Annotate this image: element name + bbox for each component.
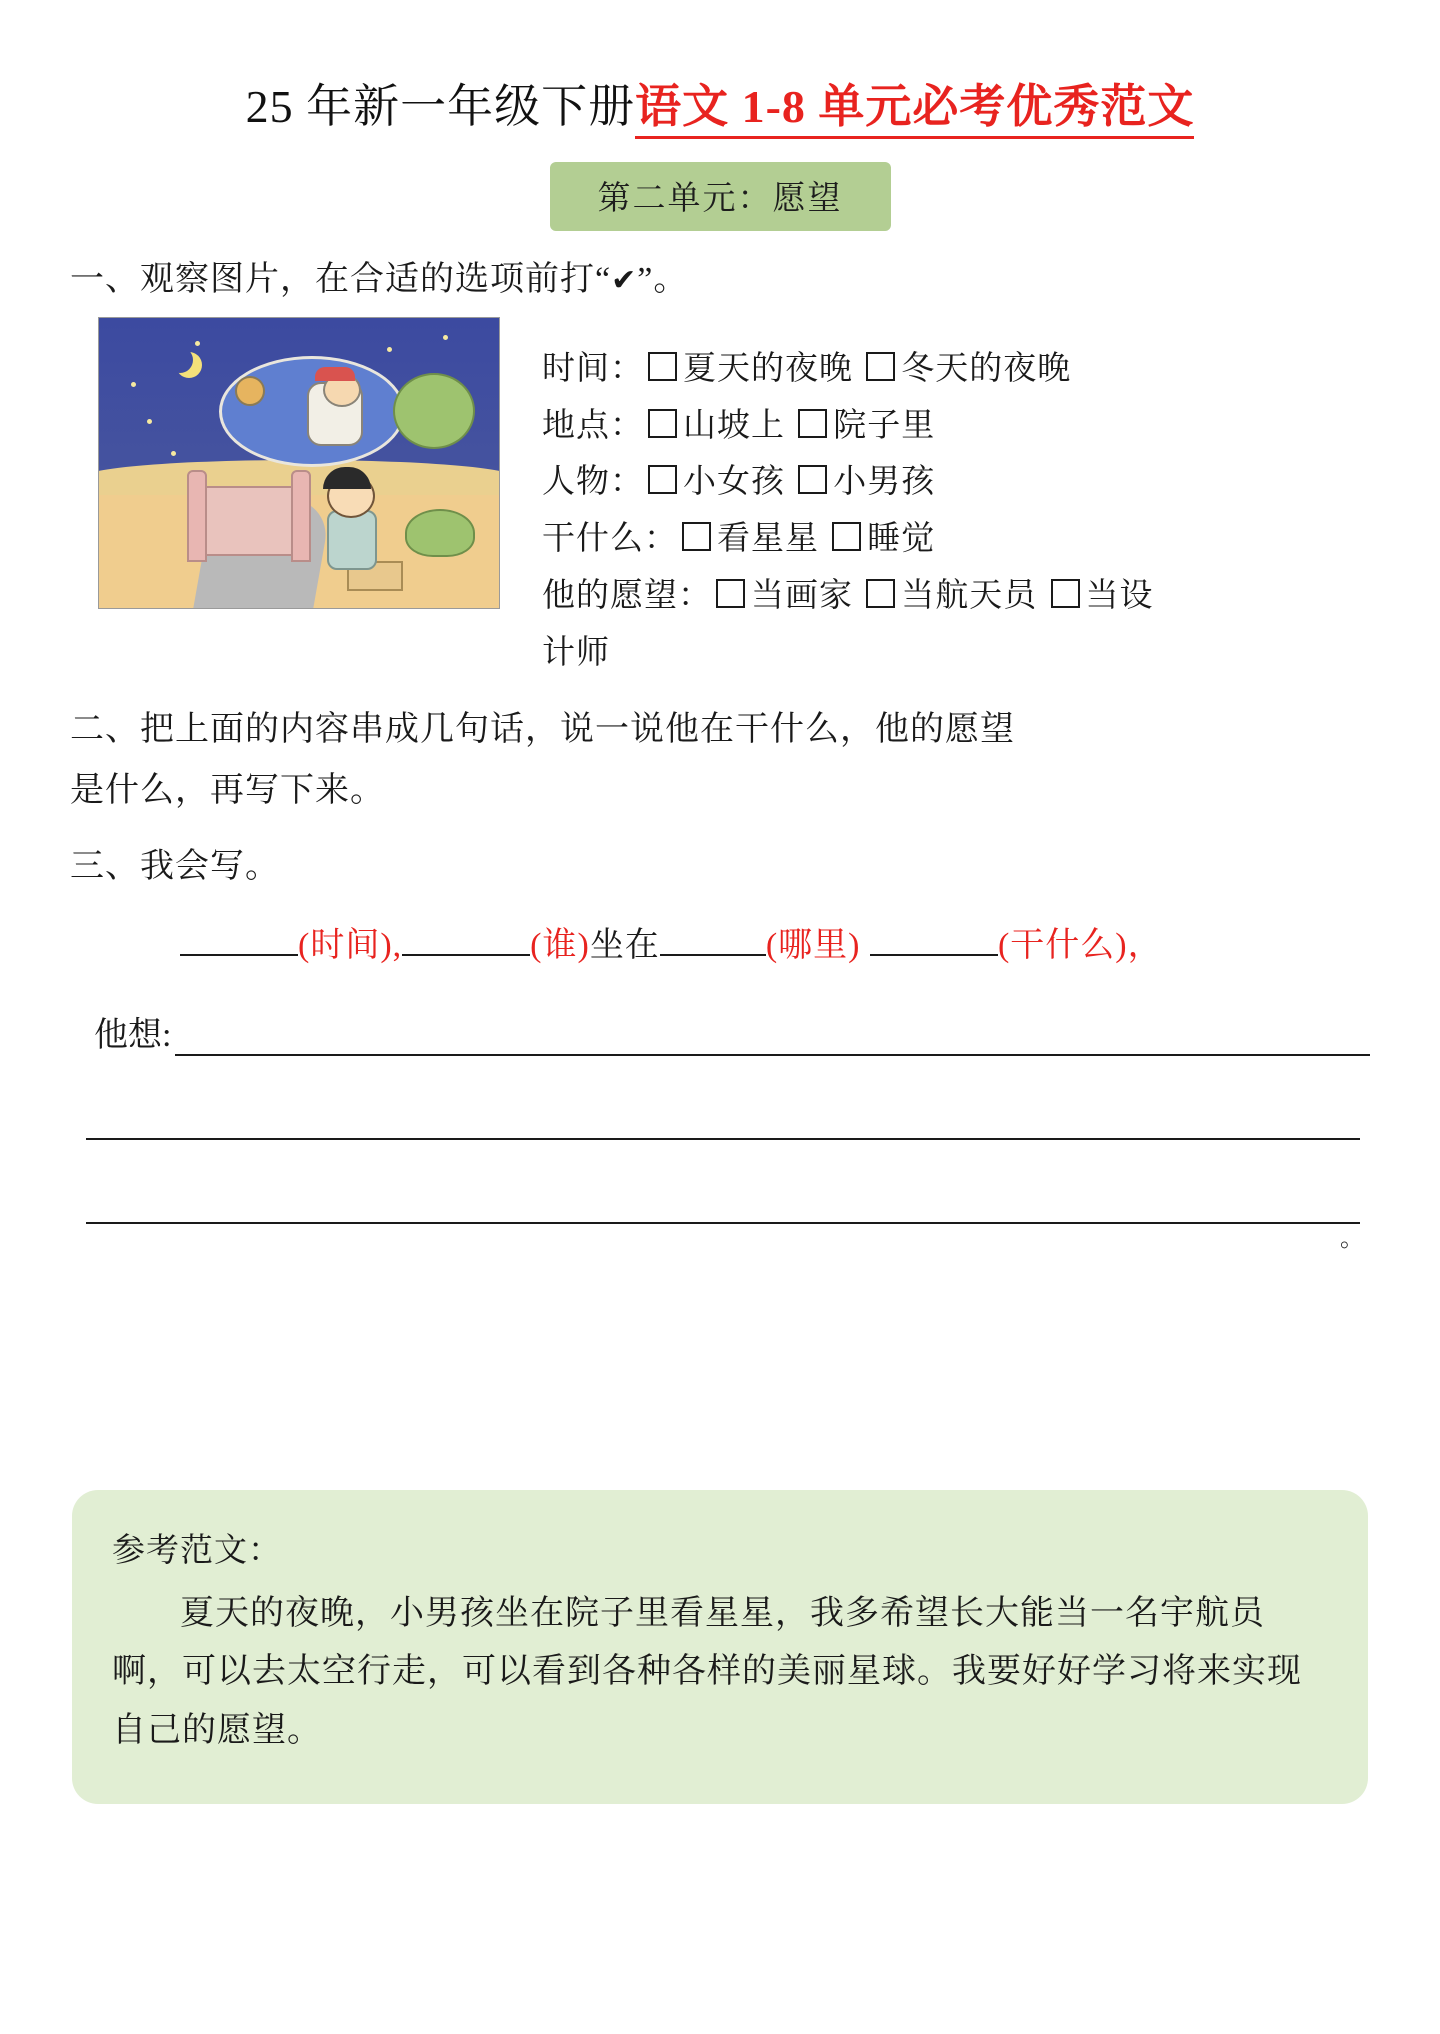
option-choice-wish-astronaut: 当航天员 [901, 577, 1038, 614]
tree-icon [393, 373, 475, 449]
option-row-activity [542, 511, 1154, 568]
hint-who: (谁) [530, 926, 590, 964]
checkbox-wish-astronaut[interactable] [866, 579, 895, 608]
think-line-row [70, 1007, 1370, 1056]
checkbox-wish-designer[interactable] [1051, 579, 1080, 608]
moon-icon [167, 347, 193, 373]
star-icon [131, 382, 136, 387]
title-black-part: 25 年新一年级下册 [245, 81, 636, 132]
astronaut-cap [315, 367, 355, 381]
option-choice-wish-designer-overflow: 计师 [542, 634, 610, 671]
checkbox-person-boy[interactable] [798, 465, 827, 494]
question-1-suffix: 。 [653, 260, 689, 298]
planet-icon [235, 376, 265, 406]
checkbox-person-girl[interactable] [648, 465, 677, 494]
option-label-person: 人物： [542, 464, 644, 501]
checkbox-activity-sleeping[interactable] [832, 522, 861, 551]
option-choice-place-yard: 院子里 [833, 407, 936, 444]
check-mark-icon: ✔ [611, 262, 638, 298]
sample-answer-body: 夏天的夜晚，小男孩坐在院子里看星星，我多希望长大能当一名宇航员啊，可以去太空行走，可以看到各种各样的美丽星球。我要好好学习将来实现自己的愿望。 [112, 1595, 1302, 1749]
think-label: 他想: [94, 1016, 172, 1054]
option-choice-activity-sleeping: 睡觉 [867, 521, 936, 558]
fill-in-sentence [70, 919, 1370, 973]
options-list [542, 317, 1154, 682]
star-icon [387, 347, 392, 352]
fence-post [187, 470, 207, 562]
checkbox-time-summer[interactable] [648, 352, 677, 381]
question-1-heading [70, 253, 1370, 307]
option-choice-time-summer: 夏天的夜晚 [683, 350, 853, 387]
option-row-place [542, 398, 1154, 455]
sample-answer-title: 参考范文： [112, 1533, 282, 1569]
question-1-prefix: 一、观察图片，在合适的选项前打 [70, 260, 595, 298]
hint-what: (干什么)， [997, 926, 1163, 964]
option-choice-activity-stargazing: 看星星 [717, 521, 819, 558]
option-choice-wish-designer: 当设 [1085, 577, 1154, 614]
unit-banner-wrapper [70, 162, 1370, 231]
option-label-activity: 干什么： [542, 521, 678, 558]
hint-where: (哪里) [765, 926, 861, 964]
option-label-time: 时间： [542, 350, 644, 387]
checkbox-activity-stargazing[interactable] [682, 522, 711, 551]
fill-in-mid-text: 坐在 [589, 926, 660, 964]
question-3-heading: 三、我会写。 [70, 848, 280, 886]
picture-and-options [70, 317, 1370, 682]
fence-post [291, 470, 311, 562]
bush-icon [405, 509, 475, 557]
option-choice-person-boy: 小男孩 [833, 464, 936, 501]
option-row-wish-overflow [542, 625, 1154, 682]
checkbox-place-yard[interactable] [798, 409, 827, 438]
sentence-period: 。 [1340, 1225, 1364, 1252]
option-choice-time-winter: 冬天的夜晚 [901, 350, 1072, 387]
checkbox-place-hillside[interactable] [648, 409, 677, 438]
checkbox-wish-painter[interactable] [716, 579, 745, 608]
option-choice-place-hillside: 山坡上 [683, 407, 785, 444]
blank-time[interactable] [180, 926, 298, 956]
option-row-person [542, 454, 1154, 511]
illustration-image [98, 317, 500, 609]
title-red-part: 语文 1-8 单元必考优秀范文 [635, 81, 1194, 139]
option-row-time [542, 341, 1154, 398]
option-label-place: 地点： [542, 407, 644, 444]
hint-time: (时间), [298, 926, 403, 964]
blank-who[interactable] [402, 926, 530, 956]
checkbox-time-winter[interactable] [866, 352, 895, 381]
unit-banner: 第二单元：愿望 [550, 162, 891, 231]
option-choice-person-girl: 小女孩 [683, 464, 785, 501]
quote-close: ” [637, 260, 654, 298]
boy-body [327, 510, 377, 570]
sample-answer-panel [72, 1490, 1368, 1804]
write-line-2[interactable] [86, 1108, 1360, 1140]
option-choice-wish-painter: 当画家 [751, 577, 853, 614]
blank-what[interactable] [870, 926, 998, 956]
option-row-wish [542, 568, 1154, 625]
page-title [70, 78, 1370, 136]
quote-open: “ [595, 260, 612, 298]
fence-panel [195, 486, 299, 556]
option-label-wish: 他的愿望： [542, 577, 712, 614]
write-line-1[interactable] [175, 1024, 1370, 1056]
blank-where[interactable] [660, 926, 766, 956]
question-2-line-2: 是什么，再写下来。 [70, 771, 385, 809]
question-2-line-1: 二、把上面的内容串成几句话，说一说他在干什么，他的愿望 [70, 711, 1015, 749]
